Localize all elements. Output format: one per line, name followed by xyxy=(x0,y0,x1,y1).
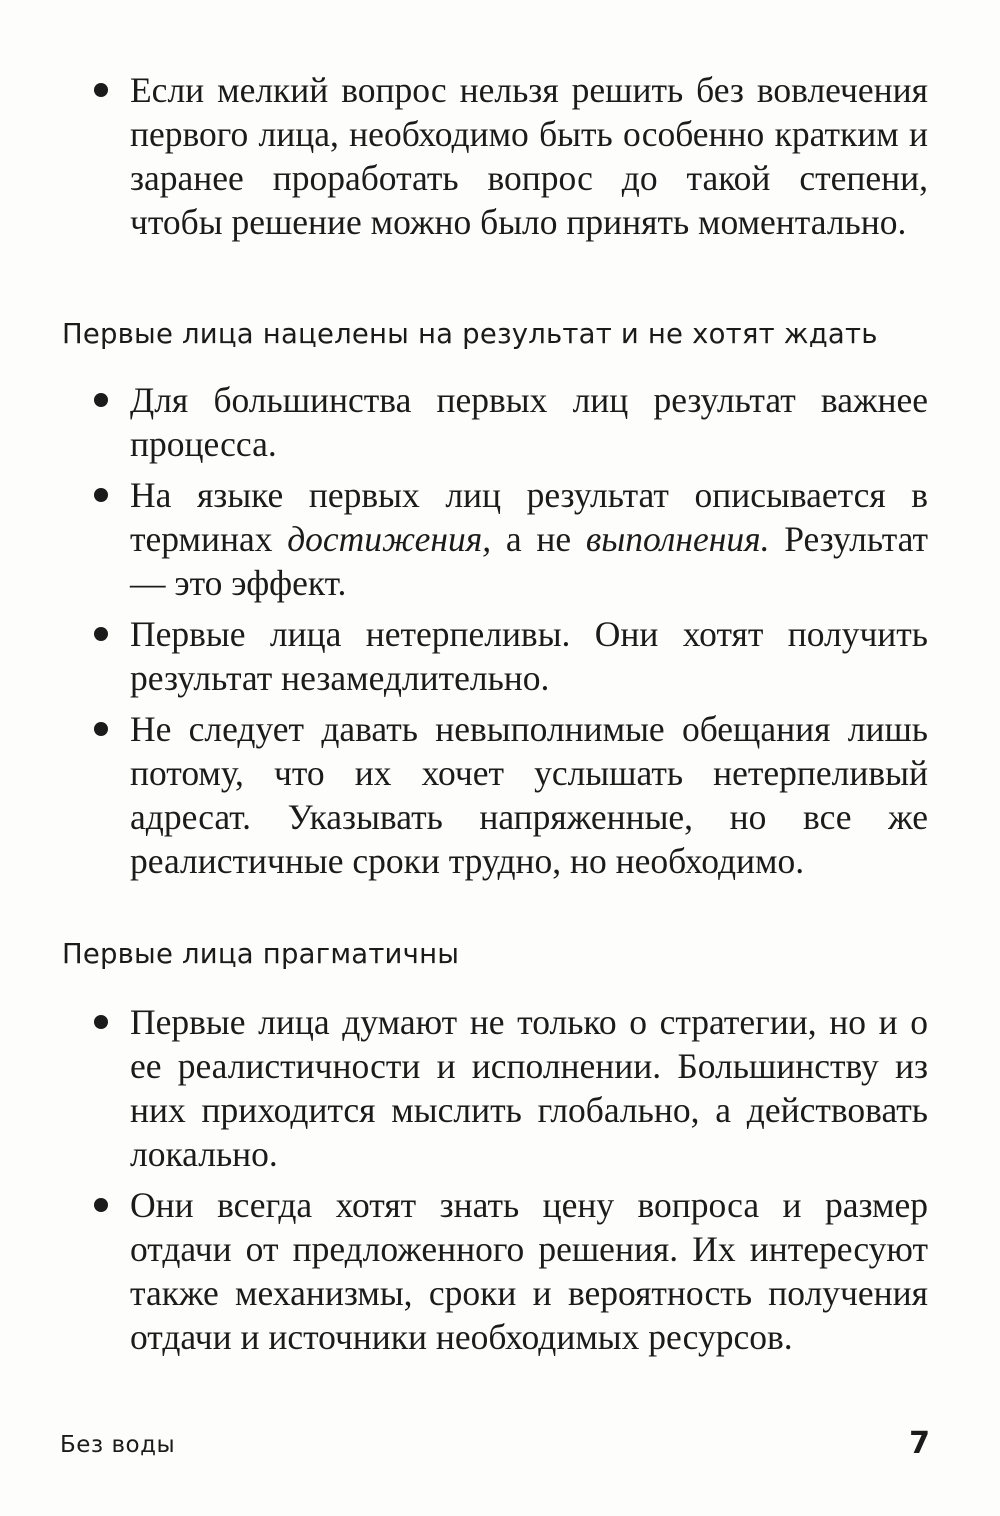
italic-term-achievement: достижения, xyxy=(287,519,492,559)
list-item xyxy=(90,473,928,605)
bullet-dot-icon xyxy=(94,722,108,736)
italic-term-execution: выполнения. xyxy=(585,519,770,559)
bullet-text-part: На языке первых лиц результат описывается в терминах xyxy=(130,475,928,559)
results-bullet-list xyxy=(90,378,928,883)
bullet-text xyxy=(130,475,928,603)
bullet-text: Первые лица нетерпеливы. Они хотят получить результат незамедлительно. xyxy=(130,614,928,698)
bullet-dot-icon xyxy=(94,488,108,502)
running-footer-book-title: Без воды xyxy=(60,1432,176,1458)
bullet-dot-icon xyxy=(94,83,108,97)
list-item xyxy=(90,1183,928,1359)
bullet-dot-icon xyxy=(94,1198,108,1212)
bullet-text: Первые лица думают не только о стратегии, но и о ее реалистичности и исполнении. Большинству из них приходится мыслить глобально, а действовать локально. xyxy=(130,1002,928,1174)
bullet-dot-icon xyxy=(94,1015,108,1029)
list-item xyxy=(90,68,928,244)
bullet-text: Они всегда хотят знать цену вопроса и размер отдачи от предложенного решения. Их интересуют также механизмы, сроки и вероятность получения отдачи и источники необходимых ресурсов. xyxy=(130,1185,928,1357)
section-heading-pragmatic: Первые лица прагматичны xyxy=(62,938,460,970)
bullet-text: Если мелкий вопрос нельзя решить без вовлечения первого лица, необходимо быть особенно кратким и заранее проработать вопрос до такой степени, чтобы решение можно было принять моментально. xyxy=(130,70,928,242)
bullet-text: Для большинства первых лиц результат важнее процесса. xyxy=(130,380,928,464)
list-item xyxy=(90,1000,928,1176)
bullet-dot-icon xyxy=(94,393,108,407)
intro-bullet-list xyxy=(90,68,928,244)
section-heading-results: Первые лица нацелены на результат и не хотят ждать xyxy=(62,318,878,350)
bullet-text-part: Результат — это эффект. xyxy=(130,519,928,603)
bullet-dot-icon xyxy=(94,627,108,641)
list-item xyxy=(90,612,928,700)
list-item xyxy=(90,707,928,883)
pragmatic-bullet-list xyxy=(90,1000,928,1359)
bullet-text: Не следует давать невыполнимые обещания лишь потому, что их хочет услышать нетерпеливый адресат. Указывать напряженные, но все же реалистичные сроки трудно, но необходимо. xyxy=(130,709,928,881)
page-number: 7 xyxy=(909,1426,930,1461)
bullet-text-part: а не xyxy=(491,519,586,559)
list-item xyxy=(90,378,928,466)
